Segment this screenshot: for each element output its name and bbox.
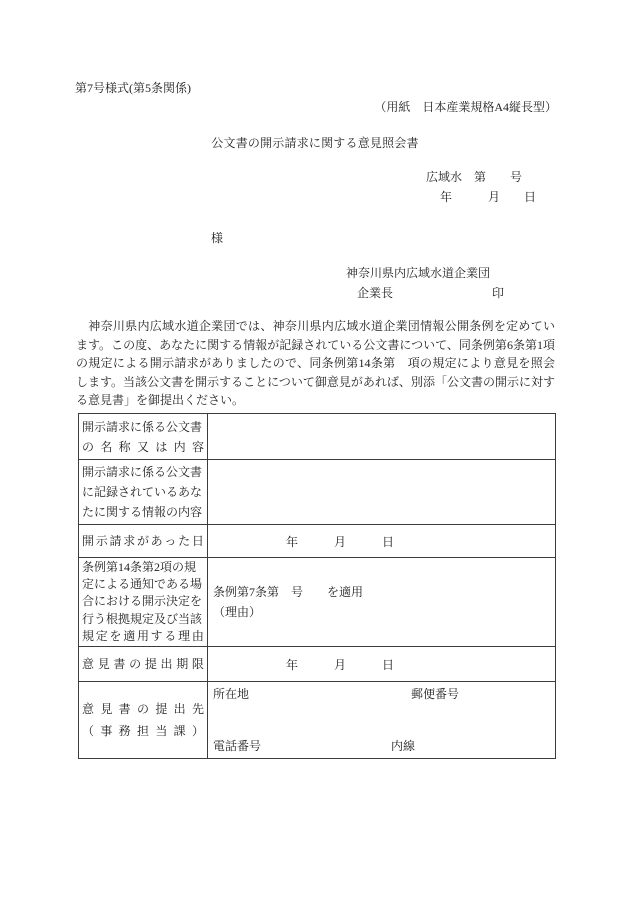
page-title: 公文書の開示請求に関する意見照会書 (211, 136, 419, 150)
label-line: 意 見 書 の 提 出 先 (82, 702, 204, 717)
table-row-grounds (79, 558, 556, 647)
applied-article-line: 条例第7条第 号 を適用 (213, 585, 364, 599)
table-row-recorded-info (79, 460, 556, 525)
cell-recorded-info-value (208, 460, 556, 525)
label-line: 開 示 請 求 が あ っ た 日 (82, 534, 204, 548)
addressee-honorific: 様 (211, 231, 224, 245)
table-row-document-name (79, 414, 556, 460)
label-line: 開示請求に係る公文書 (82, 465, 203, 479)
cell-grounds-value (208, 558, 556, 647)
label-line: の 名 称 又 は 内 容 (82, 439, 204, 454)
row-label-document-name (79, 414, 208, 460)
row-label-opinion-deadline (79, 647, 208, 682)
extension-label: 内線 (391, 739, 416, 754)
row-label-submission-address (79, 682, 208, 759)
row-label-request-date (79, 525, 208, 558)
cell-document-name-value (208, 414, 556, 460)
label-line: 意 見 書 の 提 出 期 限 (82, 657, 204, 672)
form-number: 第7号様式(第5条関係) (75, 81, 191, 95)
reason-line: （理由） (213, 605, 262, 619)
sender-title: 企業長 (357, 286, 394, 300)
cell-submission-address (208, 682, 556, 759)
document-date-line: 年 月 日 (440, 190, 537, 204)
table-row-request-date (79, 525, 556, 558)
body-paragraph: 神奈川県内広域水道企業団では、神奈川県内広域水道企業団情報公開条例を定めています。この度、あなたに関する情報が記録されている公文書について、同条例第6条第1項の規定による開示請求がありましたので、同条例第14条第 項の規定により意見を照会します。当該公文書を開示することについて御意見があれば、別添「公文書の開示に対する意見書」を御提出ください。 (76, 319, 555, 407)
label-line: （ 事 務 担 当 課 ） (82, 724, 204, 739)
phone-number-label: 電話番号 (213, 739, 262, 754)
cell-opinion-deadline-value: 年 月 日 (208, 647, 556, 682)
label-line: 合における開示決定を (82, 594, 203, 609)
form-table (78, 413, 556, 759)
cell-request-date-value: 年 月 日 (208, 525, 556, 558)
seal-placeholder: 印 (492, 286, 505, 300)
table-row-opinion-deadline (79, 647, 556, 682)
table-row-submission-address (79, 682, 556, 759)
label-line: に記録されているあな (82, 485, 203, 499)
row-label-grounds (79, 558, 208, 647)
address-label: 所在地 (213, 687, 250, 702)
label-line: たに関する情報の内容 (82, 505, 203, 519)
document-number-line: 広域水 第 号 (426, 170, 523, 184)
postal-code-label: 郵便番号 (411, 687, 460, 702)
label-line: 条例第14条第2項の規 (82, 560, 197, 574)
label-line: 行う根拠規定及び当該 (82, 611, 203, 626)
label-line: 規 定 を 適 用 す る 理 由 (82, 628, 204, 643)
label-line: 開示請求に係る公文書 (82, 419, 203, 434)
row-label-recorded-info (79, 460, 208, 525)
paper-size-note: （用紙 日本産業規格A4縦長型） (374, 100, 557, 114)
sender-organization: 神奈川県内広域水道企業団 (346, 266, 491, 280)
label-line: 定による通知である場 (82, 577, 203, 592)
